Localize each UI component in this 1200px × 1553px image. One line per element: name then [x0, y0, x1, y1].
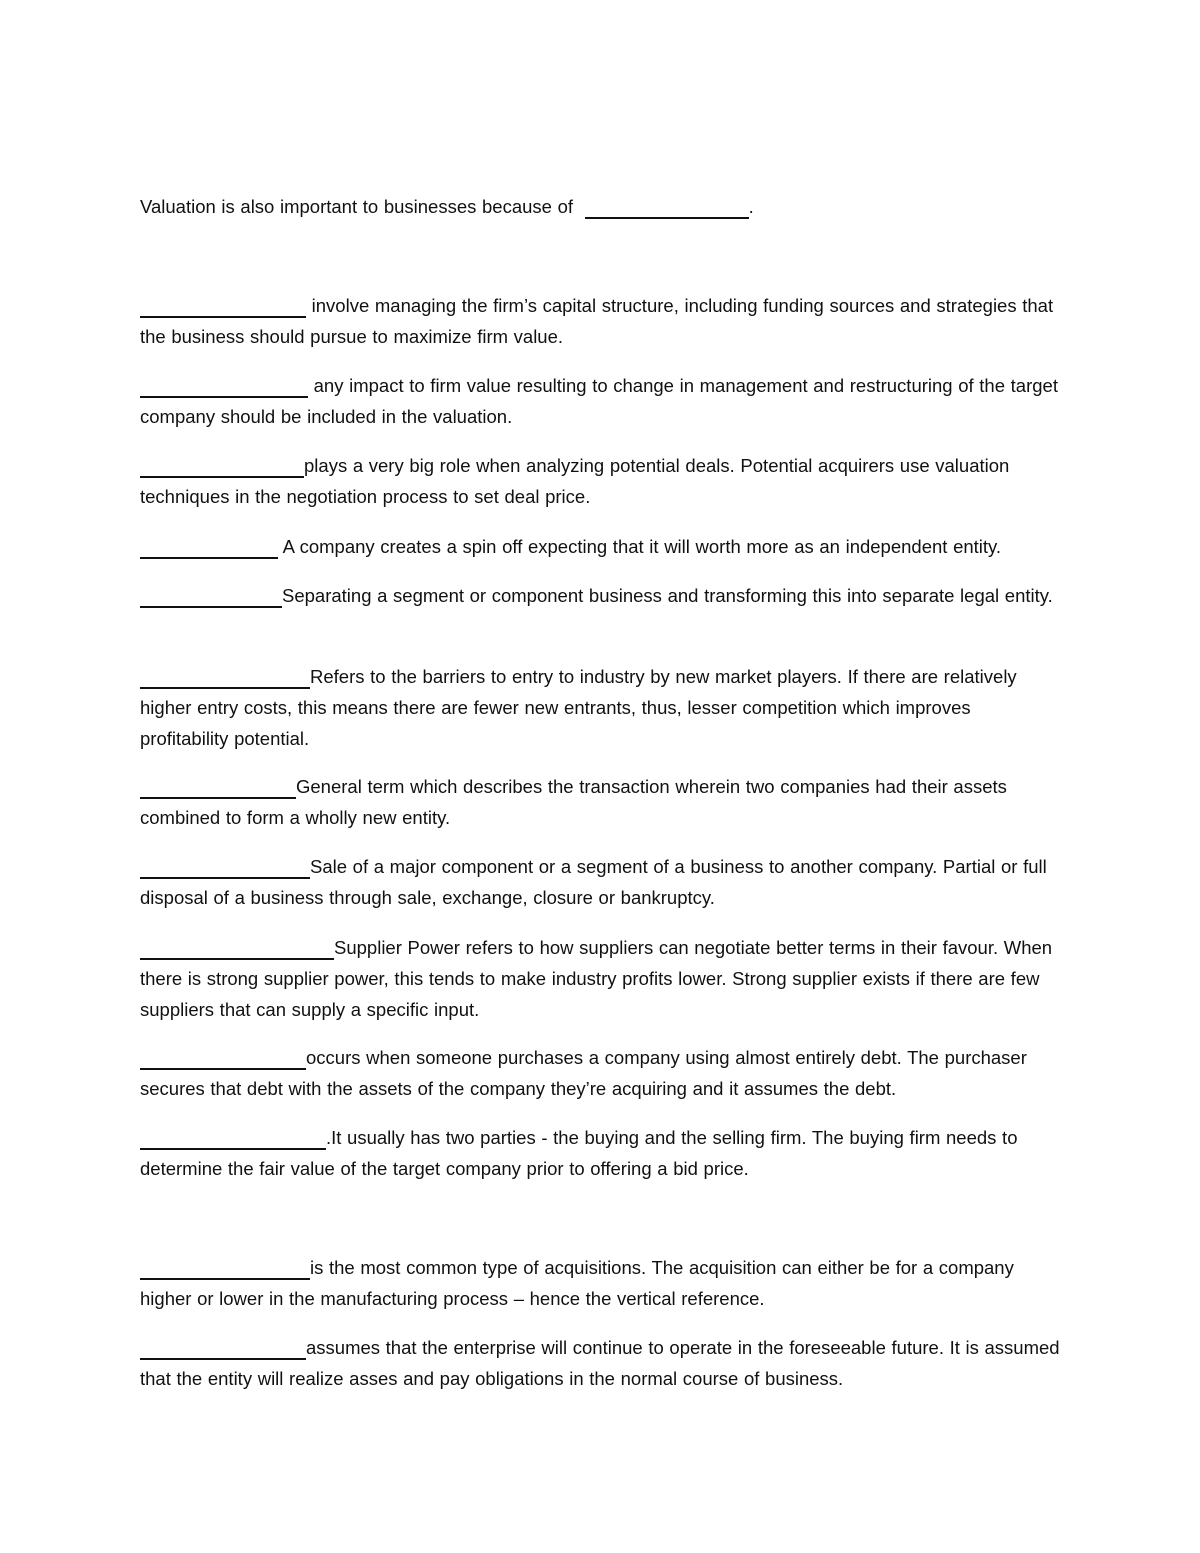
question-5-text: A company creates a spin off expecting that it will worth more as an independent entity. [278, 536, 1002, 557]
question-1-text: . [748, 196, 754, 217]
document-page [140, 0, 1060, 1553]
question-4 [140, 450, 1060, 512]
question-10 [140, 932, 1060, 1025]
question-1 [140, 191, 1060, 222]
question-4-text: plays a very big role when analyzing potential deals. Potential acquirers use valuation techniques in the negotiation process to set deal price. [140, 455, 1010, 507]
question-7-text: Refers to the barriers to entry to industry by new market players. If there are relatively higher entry costs, this means there are fewer new entrants, thus, lesser competition which improves profitability potential. [140, 666, 1017, 749]
question-2 [140, 290, 1060, 352]
question-2-text: involve managing the firm’s capital structure, including funding sources and strategies that the business should pursue to maximize firm value. [140, 295, 1054, 347]
answer-blank-4 [140, 454, 304, 478]
question-9 [140, 851, 1060, 913]
answer-blank-2 [140, 294, 306, 318]
answer-blank-3 [140, 374, 308, 398]
question-10-text: Supplier Power refers to how suppliers can negotiate better terms in their favour. When there is strong supplier power, this tends to make industry profits lower. Strong supplier exists if there are few suppliers that can supply a specific input. [140, 937, 1053, 1020]
question-5 [140, 531, 1060, 562]
question-13 [140, 1252, 1060, 1314]
question-3-text: any impact to firm value resulting to change in management and restructuring of the target company should be included in the valuation. [140, 375, 1058, 427]
question-8 [140, 771, 1060, 833]
answer-blank-10 [140, 936, 334, 960]
answer-blank-1 [585, 195, 749, 219]
question-12 [140, 1122, 1060, 1184]
answer-blank-5 [140, 535, 278, 559]
question-6 [140, 580, 1060, 611]
answer-blank-12 [140, 1126, 326, 1150]
answer-blank-14 [140, 1336, 306, 1360]
question-8-text: General term which describes the transaction wherein two companies had their assets combined to form a wholly new entity. [140, 776, 1007, 828]
question-1-lead: Valuation is also important to businesses because of [140, 196, 579, 217]
answer-blank-7 [140, 665, 310, 689]
question-12-text: .It usually has two parties - the buying and the selling firm. The buying firm needs to determine the fair value of the target company prior to offering a bid price. [140, 1127, 1018, 1179]
question-7 [140, 661, 1060, 754]
answer-blank-11 [140, 1046, 306, 1070]
question-11-text: occurs when someone purchases a company using almost entirely debt. The purchaser secures that debt with the assets of the company they’re acquiring and it assumes the debt. [140, 1047, 1027, 1099]
answer-blank-6 [140, 584, 282, 608]
question-14 [140, 1332, 1060, 1394]
question-13-text: is the most common type of acquisitions. The acquisition can either be for a company higher or lower in the manufacturing process – hence the vertical reference. [140, 1257, 1014, 1309]
question-9-text: Sale of a major component or a segment of a business to another company. Partial or full disposal of a business through sale, exchange, closure or bankruptcy. [140, 856, 1047, 908]
question-14-text: assumes that the enterprise will continue to operate in the foreseeable future. It is assumed that the entity will realize asses and pay obligations in the normal course of business. [140, 1337, 1060, 1389]
answer-blank-9 [140, 855, 310, 879]
answer-blank-8 [140, 775, 296, 799]
answer-blank-13 [140, 1256, 310, 1280]
question-11 [140, 1042, 1060, 1104]
question-3 [140, 370, 1060, 432]
question-6-text: Separating a segment or component business and transforming this into separate legal entity. [282, 585, 1053, 606]
